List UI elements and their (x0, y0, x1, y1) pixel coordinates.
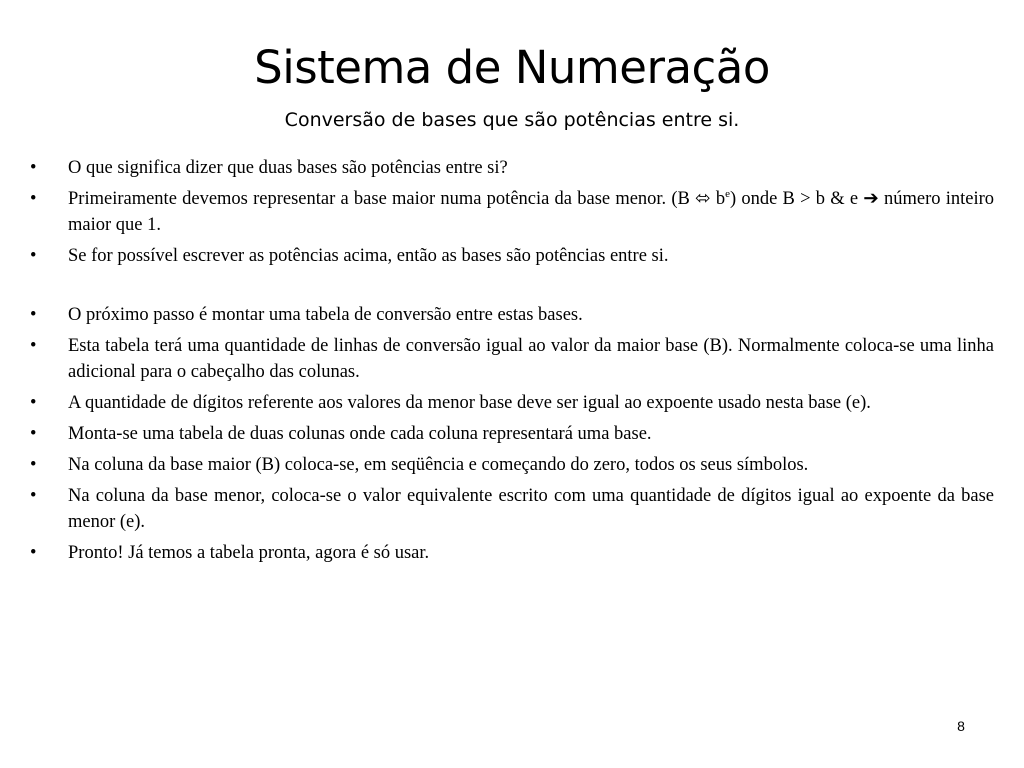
slide-subtitle: Conversão de bases que são potências entre si. (284, 109, 740, 131)
bullet-text: O próximo passo é montar uma tabela de conversão entre estas bases. (68, 305, 583, 325)
bullet-text (68, 189, 994, 235)
bullet-text-part: b (710, 189, 726, 209)
bullet-icon: • (30, 486, 37, 506)
bullet-icon: • (30, 336, 37, 356)
bullet-item (30, 333, 994, 385)
slide-title: Sistema de Numeração (254, 41, 770, 94)
bullet-text: Monta-se uma tabela de duas colunas onde cada coluna representará uma base. (68, 424, 652, 444)
bullet-icon: • (30, 393, 37, 413)
bullet-icon: • (30, 158, 37, 178)
bullet-icon: • (30, 424, 37, 444)
bullet-text: Na coluna da base menor, coloca-se o valor equivalente escrito com uma quantidade de dígitos igual ao expoente da base menor (e). (68, 486, 994, 532)
page-number: 8 (957, 718, 965, 734)
bullet-list (30, 155, 994, 571)
bullet-item (30, 540, 994, 566)
bullet-text: O que significa dizer que duas bases são potências entre si? (68, 158, 508, 178)
bullet-icon: • (30, 246, 37, 266)
bullet-item (30, 186, 994, 238)
bullet-text: Se for possível escrever as potências acima, então as bases são potências entre si. (68, 246, 669, 266)
bullet-text-part: ) onde B > b & e (730, 189, 864, 209)
bullet-text: Esta tabela terá uma quantidade de linhas de conversão igual ao valor da maior base (B). Normalmente coloca-se uma linha adicional para o cabeçalho das colunas. (68, 336, 994, 382)
bullet-text-part: número inteiro maior que 1. (68, 189, 995, 235)
exponent-superscript: e (725, 187, 730, 200)
double-arrow-icon: ⬄ (695, 189, 711, 209)
bullet-item (30, 452, 994, 478)
bullet-item (30, 390, 994, 416)
bullet-icon: • (30, 189, 37, 209)
bullet-text: Pronto! Já temos a tabela pronta, agora é só usar. (68, 543, 430, 563)
bullet-icon: • (30, 543, 37, 563)
bullet-item (30, 243, 994, 269)
bullet-item (30, 155, 994, 181)
bullet-text-part: Primeiramente devemos representar a base maior numa potência da base menor. (B (68, 189, 696, 209)
bullet-item (30, 421, 994, 447)
bullet-text: Na coluna da base maior (B) coloca-se, em seqüência e começando do zero, todos os seus símbolos. (68, 455, 809, 475)
bullet-item (30, 302, 994, 328)
bullet-icon: • (30, 455, 37, 475)
bullet-text: A quantidade de dígitos referente aos valores da menor base deve ser igual ao expoente usado nesta base (e). (68, 393, 871, 413)
right-arrow-icon: ➔ (863, 189, 879, 209)
bullet-item (30, 483, 994, 535)
bullet-icon: • (30, 305, 37, 325)
